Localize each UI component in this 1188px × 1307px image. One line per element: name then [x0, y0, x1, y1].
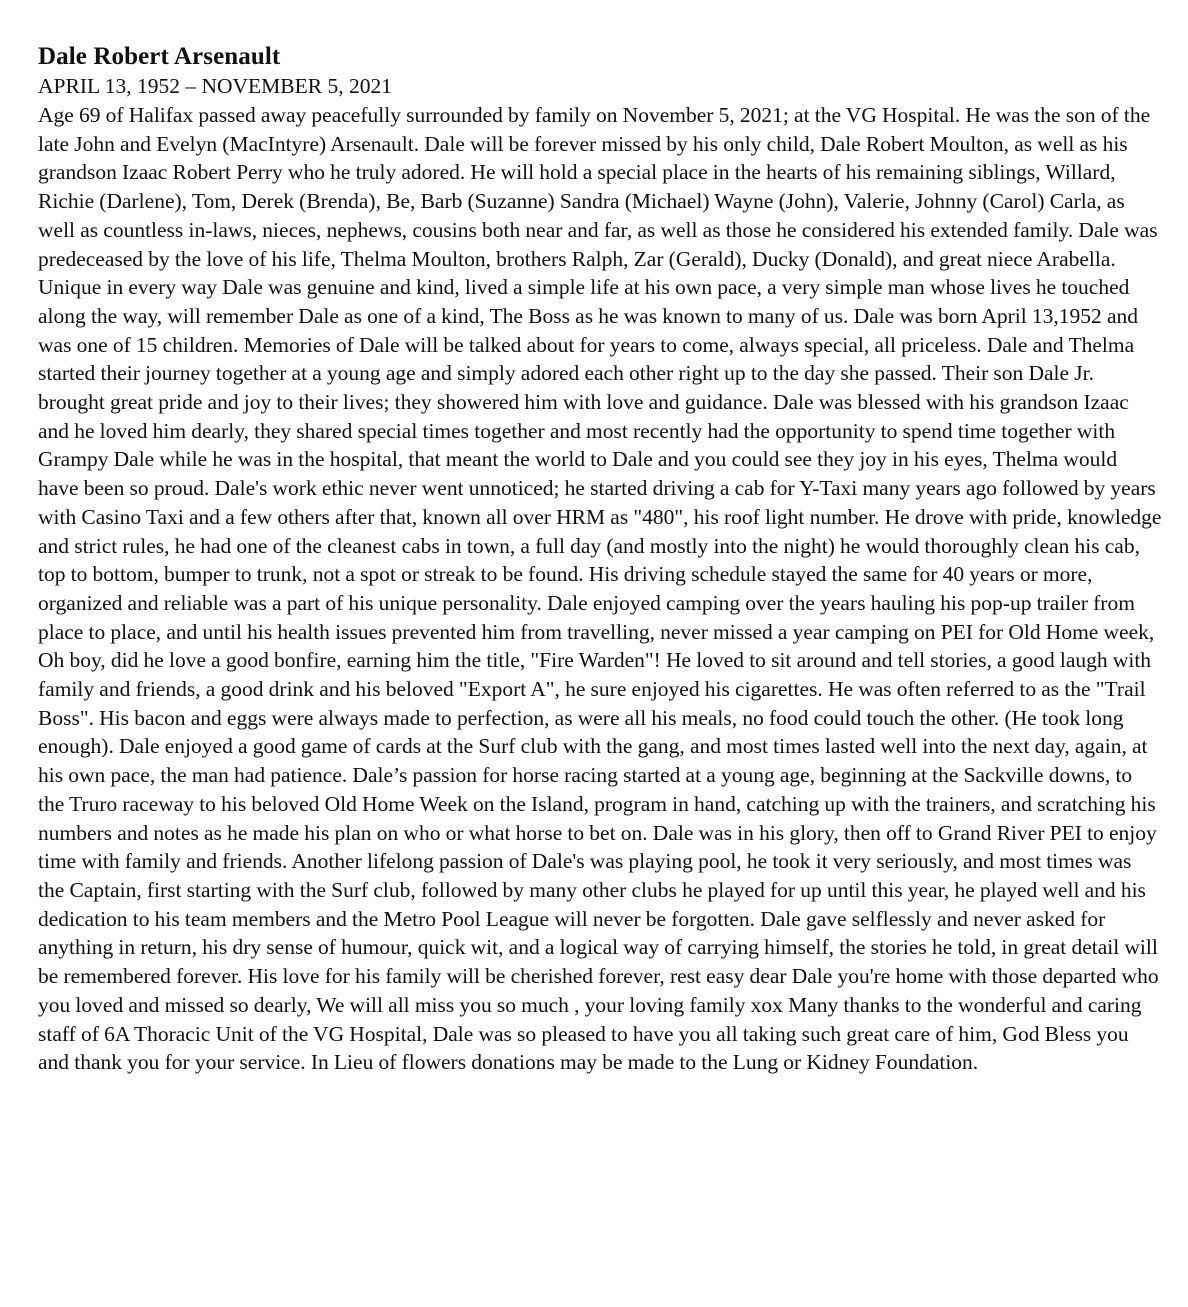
obituary-title: Dale Robert Arsenault	[38, 43, 281, 70]
obituary-body: Age 69 of Halifax passed away peacefully surrounded by family on November 5, 2021; at the VG Hospital. He was the son of the late John and Evelyn (MacIntyre) Arsenault. Dale will be forever missed by his only child, Dale Robert Moulton, as well as his grandson Izaac Robert Perry who he truly adored. He will hold a special place in the hearts of his remaining siblings, Willard, Richie (Darlene), Tom, Derek (Brenda), Be, Barb (Suzanne) Sandra (Michael) Wayne (John), Valerie, Johnny (Carol) Carla, as well as countless in-laws, nieces, nephews, cousins both near and far, as well as those he considered his extended family. Dale was predeceased by the love of his life, Thelma Moulton, brothers Ralph, Zar (Gerald), Ducky (Donald), and great niece Arabella. Unique in every way Dale was genuine and kind, lived a simple life at his own pace, a very simple man whose lives he touched along the way, will remember Dale as one of a kind, The Boss as he was known to many of us. Dale was born April 13,1952 and was one of 15 children. Memories of Dale will be talked about for years to come, always special, all priceless. Dale and Thelma started their journey together at a young age and simply adored each other right up to the day she passed. Their son Dale Jr. brought great pride and joy to their lives; they showered him with love and guidance. Dale was blessed with his grandson Izaac and he loved him dearly, they shared special times together and most recently had the opportunity to spend time together with Grampy Dale while he was in the hospital, that meant the world to Dale and you could see they joy in his eyes, Thelma would have been so proud. Dale's work ethic never went unnoticed; he started driving a cab for Y-Taxi many years ago followed by years with Casino Taxi and a few others after that, known all over HRM as "480", his roof light number. He drove with pride, knowledge and strict rules, he had one of the cleanest cabs in town, a full day (and mostly into the night) he would thoroughly clean his cab, top to bottom, bumper to trunk, not a spot or streak to be found. His driving schedule stayed the same for 40 years or more, organized and reliable was a part of his unique personality. Dale enjoyed camping over the years hauling his pop-up trailer from place to place, and until his health issues prevented him from travelling, never missed a year camping on PEI for Old Home week, Oh boy, did he love a good bonfire, earning him the title, "Fire Warden"! He loved to sit around and tell stories, a good laugh with family and friends, a good drink and his beloved "Export A", he sure enjoyed his cigarettes. He was often referred to as the "Trail Boss". His bacon and eggs were always made to perfection, as were all his meals, no food could touch the other. (He took long enough). Dale enjoyed a good game of cards at the Surf club with the gang, and most times lasted well into the next day, again, at his own pace, the man had patience. Dale’s passion for horse racing started at a young age, beginning at the Sackville downs, to the Truro raceway to his beloved Old Home Week on the Island, program in hand, catching up with the trainers, and scratching his numbers and notes as he made his plan on who or what horse to bet on. Dale was in his glory, then off to Grand River PEI to enjoy time with family and friends. Another lifelong passion of Dale's was playing pool, he took it very seriously, and most times was the Captain, first starting with the Surf club, followed by many other clubs he played for up until this year, he played well and his dedication to his team members and the Metro Pool League will never be forgotten. Dale gave selflessly and never asked for anything in return, his dry sense of humour, quick wit, and a logical way of carrying himself, the stories he told, in great detail will be remembered forever. His love for his family will be cherished forever, rest easy dear Dale you're home with those departed who you loved and missed so dearly, We will all miss you so much , your loving family xox Many thanks to the wonderful and caring staff of 6A Thoracic Unit of the VG Hospital, Dale was so pleased to have you all taking such great care of him, God Bless you and thank you for your service. In Lieu of flowers donations may be made to the Lung or Kidney Foundation.	[38, 103, 1162, 1075]
obituary-dates: APRIL 13, 1952 – NOVEMBER 5, 2021	[38, 74, 392, 98]
obituary-document	[38, 42, 1162, 1077]
